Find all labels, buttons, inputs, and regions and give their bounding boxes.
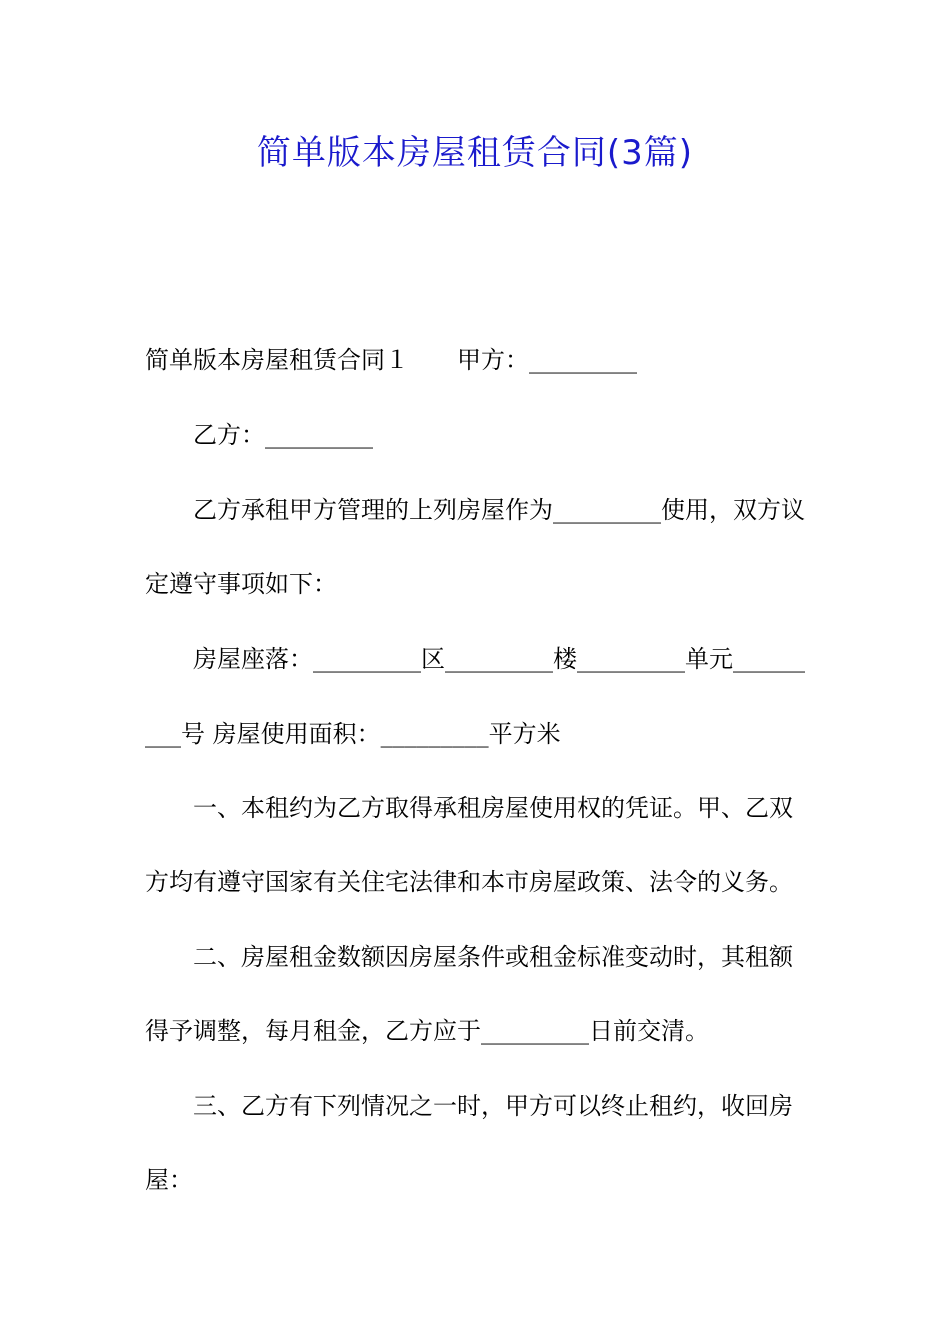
- contract-line-6: ___号 房屋使用面积：_________平方米: [145, 720, 561, 748]
- contract-line-8: 方均有遵守国家有关住宅法律和本市房屋政策、法令的义务。: [145, 868, 793, 896]
- contract-line-4: 定遵守事项如下：: [145, 570, 337, 598]
- contract-line-12: 屋：: [145, 1166, 193, 1194]
- contract-line-5: 房屋座落：_________区_________楼_________单元______: [145, 645, 805, 673]
- contract-line-3: 乙方承租甲方管理的上列房屋作为_________使用，双方议: [145, 496, 805, 524]
- document-title: 简单版本房屋租赁合同(3篇): [256, 133, 694, 173]
- contract-line-1: 简单版本房屋租赁合同１ 甲方：_________: [145, 346, 637, 374]
- contract-line-10: 得予调整，每月租金，乙方应于_________日前交清。: [145, 1017, 709, 1045]
- contract-line-11: 三、乙方有下列情况之一时，甲方可以终止租约，收回房: [145, 1092, 793, 1120]
- contract-line-2: 乙方：_________: [145, 421, 373, 449]
- contract-line-7: 一、本租约为乙方取得承租房屋使用权的凭证。甲、乙双: [145, 794, 793, 822]
- contract-line-9: 二、房屋租金数额因房屋条件或租金标准变动时，其租额: [145, 943, 793, 971]
